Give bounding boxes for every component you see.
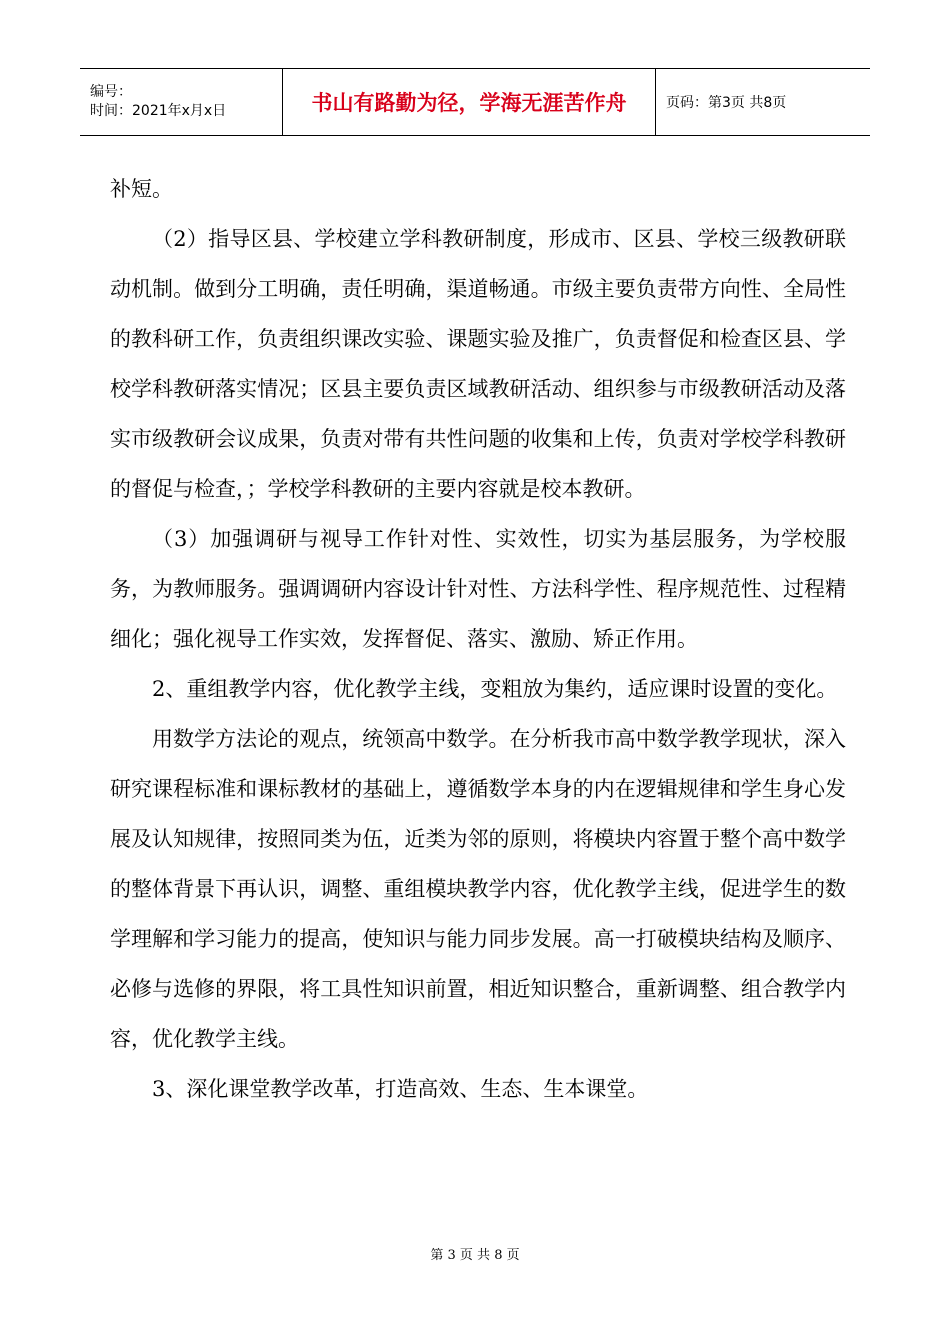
header-meta (80, 69, 282, 135)
header-motto: 书山有路勤为径，学海无涯苦作舟 (282, 69, 656, 135)
paragraph: （3）加强调研与视导工作针对性、实效性，切实为基层服务，为学校服务，为教师服务。强调调研内容设计针对性、方法科学性、程序规范性、过程精细化；强化视导工作实效，发挥督促、落实、激励、矫正作用。 (110, 527, 846, 651)
paragraph: 用数学方法论的观点，统领高中数学。在分析我市高中数学教学现状，深入研究课程标准和课标教材的基础上，遵循数学本身的内在逻辑规律和学生身心发展及认知规律，按照同类为伍，近类为邻的原则，将模块内容置于整个高中数学的整体背景下再认识，调整、重组模块教学内容，优化教学主线，促进学生的数学理解和学习能力的提高，使知识与能力同步发展。高一打破模块结构及顺序、必修与选修的界限，将工具性知识前置，相近知识整合，重新调整、组合教学内容，优化教学主线。 (110, 727, 846, 1051)
paragraph: （2）指导区县、学校建立学科教研制度，形成市、区县、学校三级教研联动机制。做到分工明确，责任明确，渠道畅通。市级主要负责带方向性、全局性的教科研工作，负责组织课改实验、课题实验及推广，负责督促和检查区县、学校学科教研落实情况；区县主要负责区域教研活动、组织参与市级教研活动及落实市级教研会议成果，负责对带有共性问题的收集和上传，负责对学校学科教研的督促与检查，；学校学科教研的主要内容就是校本教研。 (110, 227, 846, 501)
paragraph: 补短。 (110, 177, 173, 201)
header-time-label: 时间：2021年x月x日 (90, 103, 227, 119)
paragraph: 2、重组教学内容，优化教学主线，变粗放为集约，适应课时设置的变化。 (152, 677, 838, 701)
page-footer: 第 3 页 共 8 页 (430, 1248, 520, 1263)
page-header (80, 68, 870, 136)
document-body (110, 164, 846, 1114)
paragraph: 3、深化课堂教学改革，打造高效、生态、生本课堂。 (152, 1077, 649, 1101)
header-page-info: 页码：第3页 共8页 (666, 95, 787, 111)
header-number-label: 编号： (90, 84, 132, 100)
